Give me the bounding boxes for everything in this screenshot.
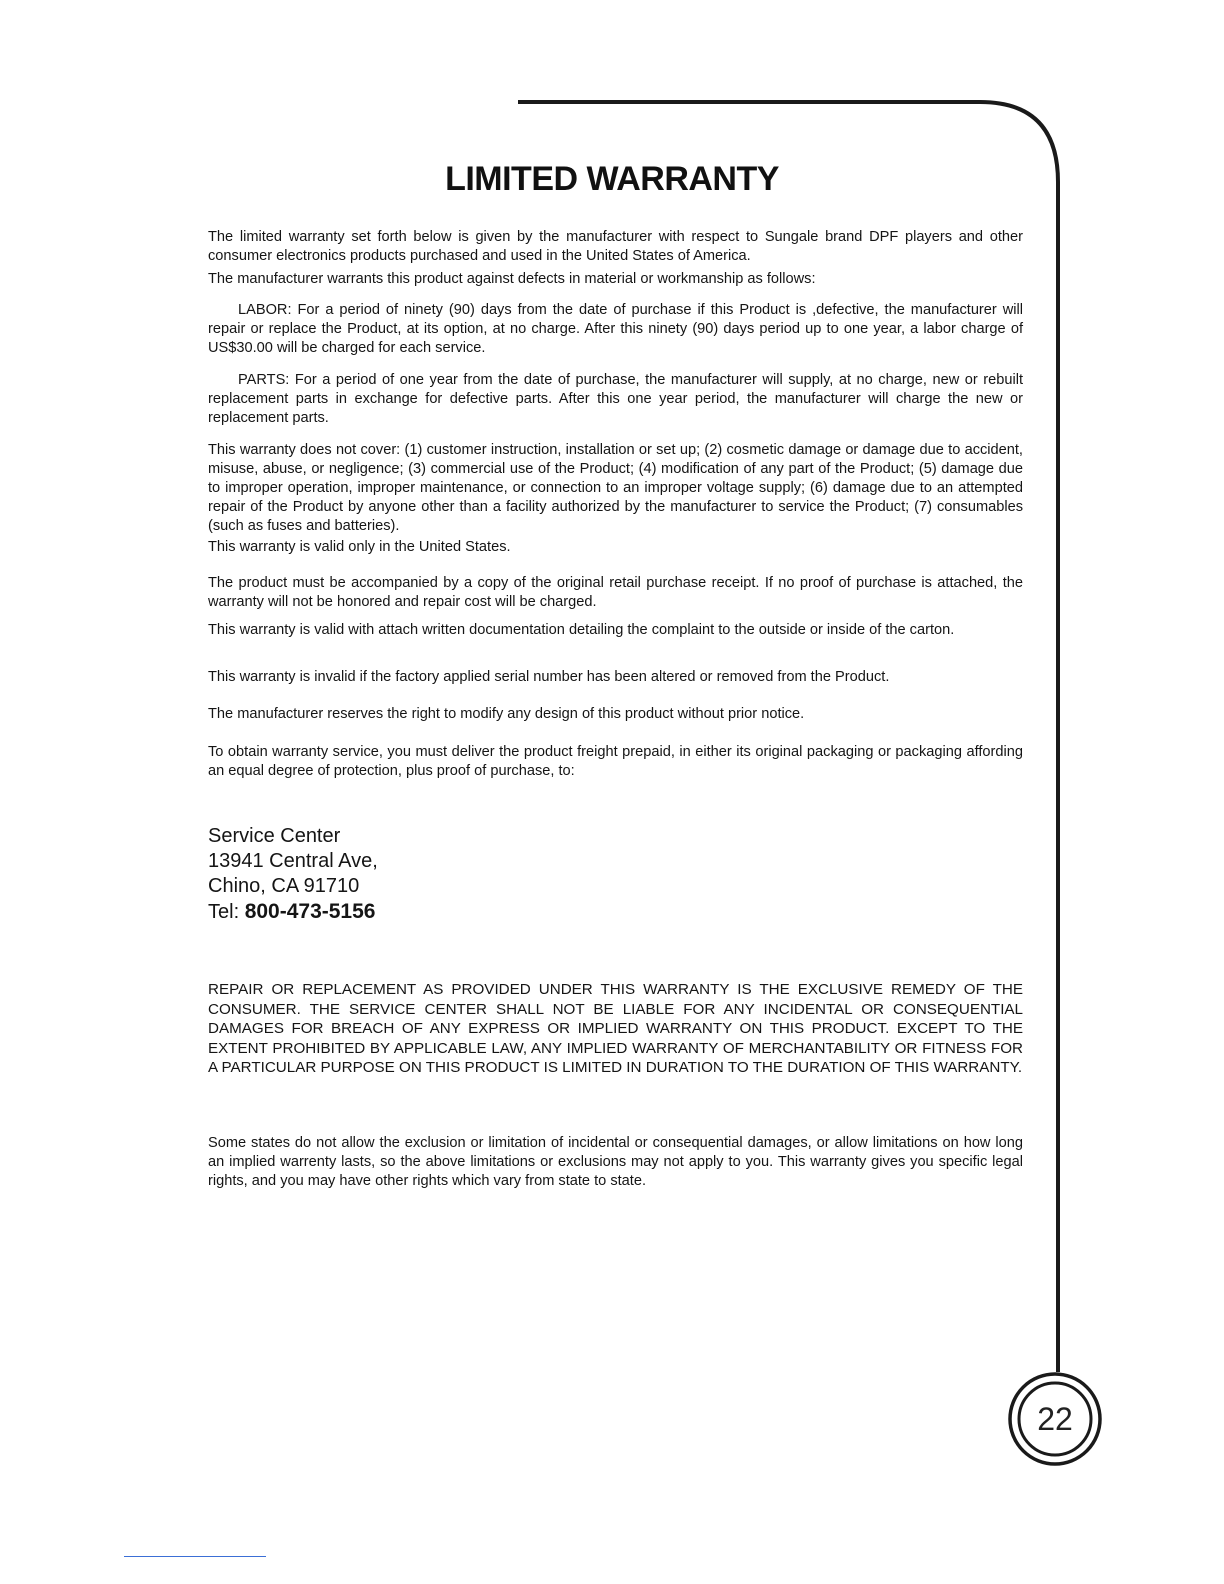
valid-us-paragraph: This warranty is valid only in the United States. <box>208 539 511 555</box>
coverage-exclusions-paragraph: This warranty does not cover: (1) customer instruction, installation or set up; (2) cosmetic damage or damage due to accident, misuse, abuse, or negligence; (3) commercial use of the Product; (4) modification of any part of the Product; (5) damage due to improper operation, improper maintenance, or connection to an improper voltage supply; (6) damage due to an attempted repair of the Product by anyone other than a facility authorized by the manufacturer to service the Product; (7) consumables (such as fuses and batteries). <box>208 442 1023 534</box>
disclaimer-paragraph: REPAIR OR REPLACEMENT AS PROVIDED UNDER THIS WARRANTY IS THE EXCLUSIVE REMEDY OF THE CONSUMER. THE SERVICE CENTER SHALL NOT BE LIABLE FOR ANY INCIDENTAL OR CONSEQUENTIAL DAMAGES FOR BREACH OF ANY EXPRESS OR IMPLIED WARRANTY ON THIS PRODUCT. EXCEPT TO THE EXTENT PROHIBITED BY APPLICABLE LAW, ANY IMPLIED WARRANTY OF MERCHANTABILITY OR FITNESS FOR A PARTICULAR PURPOSE ON THIS PRODUCT IS LIMITED IN DURATION TO THE DURATION OF THIS WARRANTY. <box>208 981 1023 1076</box>
parts-paragraph: PARTS: For a period of one year from the date of purchase, the manufacturer will supply, at no charge, new or rebuilt replacement parts in exchange for defective parts. After this one year period, the manufacturer will charge the new or replacement parts. <box>208 372 1023 426</box>
service-center-street: 13941 Central Ave, <box>208 850 378 872</box>
service-center-phone <box>208 899 378 925</box>
service-center-address <box>208 824 378 925</box>
phone-label: Tel: <box>208 901 240 923</box>
page-title: LIMITED WARRANTY <box>445 160 779 198</box>
labor-paragraph: LABOR: For a period of ninety (90) days from the date of purchase if this Product is ,defective, the manufacturer will repair or replace the Product, at its option, at no charge. After this ninety (90) days period up to one year, a labor charge of US$30.00 will be charged for each service. <box>208 302 1023 356</box>
serial-number-paragraph: This warranty is invalid if the factory applied serial number has been altered or removed from the Product. <box>208 669 890 685</box>
design-modify-paragraph: The manufacturer reserves the right to modify any design of this product without prior notice. <box>208 706 805 722</box>
obtain-service-paragraph: To obtain warranty service, you must deliver the product freight prepaid, in either its original packaging or packaging affording an equal degree of protection, plus proof of purchase, to: <box>208 744 1023 779</box>
service-center-city: Chino, CA 91710 <box>208 875 360 897</box>
intro-paragraph: The limited warranty set forth below is given by the manufacturer with respect to Sungale brand DPF players and other consumer electronics products purchased and used in the United States of America. <box>208 229 1023 264</box>
receipt-paragraph: The product must be accompanied by a copy of the original retail purchase receipt. If no proof of purchase is attached, the warranty will not be honored and repair cost will be charged. <box>208 575 1023 610</box>
state-rights-paragraph: Some states do not allow the exclusion or limitation of incidental or consequential damages, or allow limitations on how long an implied warrenty lasts, so the above limitations or exclusions may not apply to you. This warranty gives you specific legal rights, and you may have other rights which vary from state to state. <box>208 1135 1023 1189</box>
service-center-name: Service Center <box>208 825 341 847</box>
footer-line <box>124 1556 266 1557</box>
intro-paragraph-2: The manufacturer warrants this product against defects in material or workmanship as follows: <box>208 271 816 287</box>
page-number: 22 <box>1037 1401 1073 1437</box>
phone-number: 800-473-5156 <box>244 900 376 923</box>
documentation-paragraph: This warranty is valid with attach written documentation detailing the complaint to the outside or inside of the carton. <box>208 622 955 638</box>
